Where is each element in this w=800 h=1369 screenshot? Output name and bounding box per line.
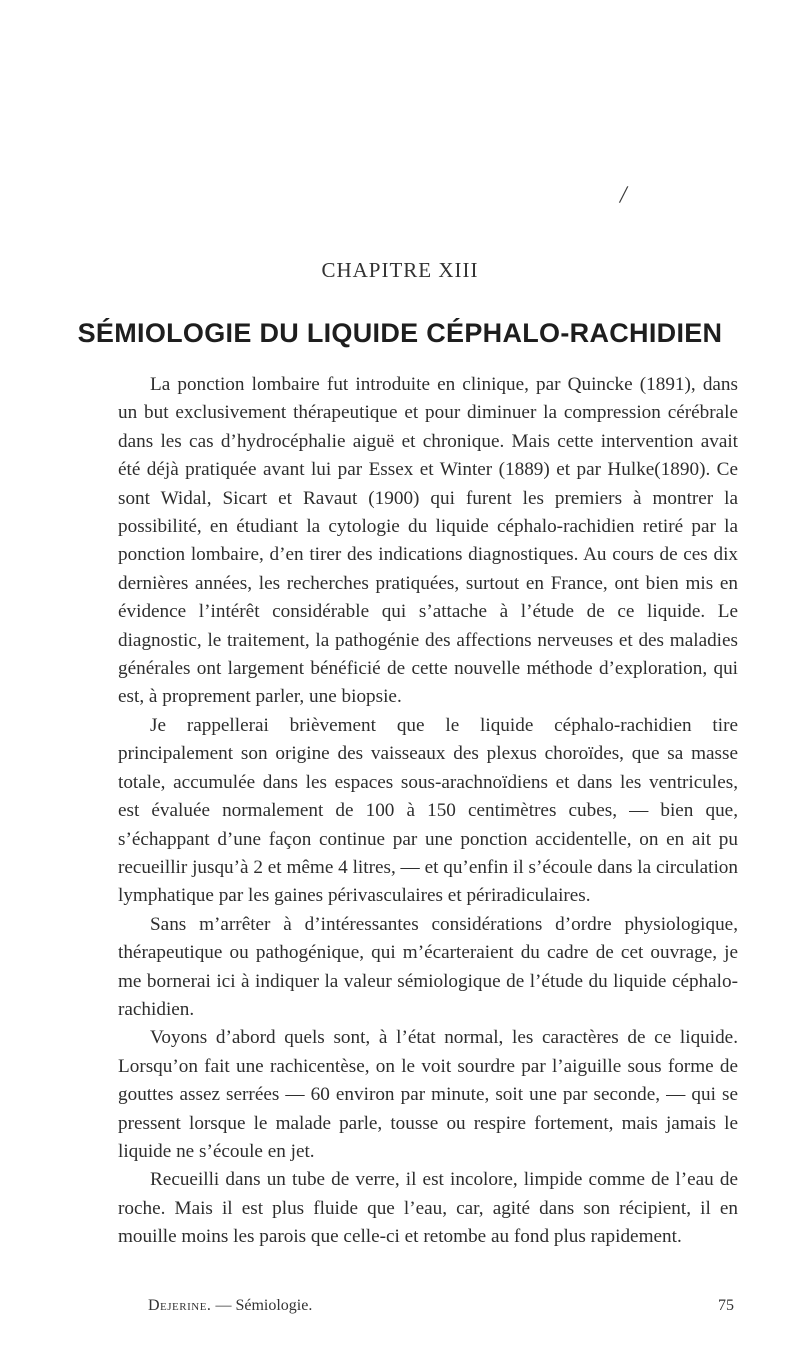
footer-separator: — [215,1297,232,1314]
page-footer [148,1297,734,1315]
page-title: SÉMIOLOGIE DU LIQUIDE CÉPHALO-RACHIDIEN [77,318,723,348]
body-text [118,371,738,1252]
pencil-mark: / [618,179,630,210]
page-number: 75 [718,1297,734,1314]
paragraph-3: Sans m’arrêter à d’intéressantes considérations d’ordre physiologique, thérapeutique ou pathogénique, qui m’écarteraient du cadre de cet ouvrage, je me bornerai ici à indiquer la valeur sémiologique de l’étude du liquide céphalo-rachidien. [118,913,738,1020]
footer-work: Sémiologie. [235,1297,313,1314]
chapter-heading: CHAPITRE XIII [321,258,479,282]
footer-author: Dejerine. [148,1297,212,1314]
paragraph-5: Recueilli dans un tube de verre, il est incolore, limpide comme de l’eau de roche. Mais il est plus fluide que l’eau, car, agité dans son récipient, il en mouille moins les parois que celle-ci et retombe au fond plus rapidement. [118,1169,738,1248]
paragraph-4: Voyons d’abord quels sont, à l’état normal, les caractères de ce liquide. Lorsqu’on fait une rachicentèse, on le voit sourdre par l’aiguille sous forme de gouttes assez serrées — 60 environ par minute, soit une par seconde, — qui se pressent lorsque le malade parle, tousse ou respire fortement, mais jamais le liquide ne s’écoule en jet. [118,1027,738,1162]
paragraph-1: La ponction lombaire fut introduite en clinique, par Quincke (1891), dans un but exclusivement thérapeutique et pour diminuer la compression cérébrale dans les cas d’hydrocéphalie aiguë et chronique. Mais cette intervention avait été déjà pratiquée avant lui par Essex et Winter (1889) et par Hulke(1890). Ce sont Widal, Sicart et Ravaut (1900) qui furent les premiers à montrer la possibilité, en étudiant la cytologie du liquide céphalo-rachidien retiré par la ponction lombaire, d’en tirer des indications diagnostiques. Au cours de ces dix dernières années, les recherches pratiquées, surtout en France, ont bien mis en évidence l’intérêt considérable qui s’attache à l’étude de ce liquide. Le diagnostic, le traitement, la pathogénie des affections nerveuses et des maladies générales ont largement bénéficié de cette nouvelle méthode d’exploration, qui est, à proprement parler, une biopsie. [118,374,738,708]
paragraph-2: Je rappellerai brièvement que le liquide céphalo-rachidien tire principalement son origine des vaisseaux des plexus choroïdes, que sa masse totale, accumulée dans les espaces sous-arachnoïdiens et dans les ventricules, est évaluée normalement de 100 à 150 centimètres cubes, — bien que, s’échappant d’une façon continue par une ponction accidentelle, on en ait pu recueillir jusqu’à 2 et même 4 litres, — et qu’enfin il s’écoule dans la circulation lymphatique par les gaines périvasculaires et périradiculaires. [118,714,738,907]
